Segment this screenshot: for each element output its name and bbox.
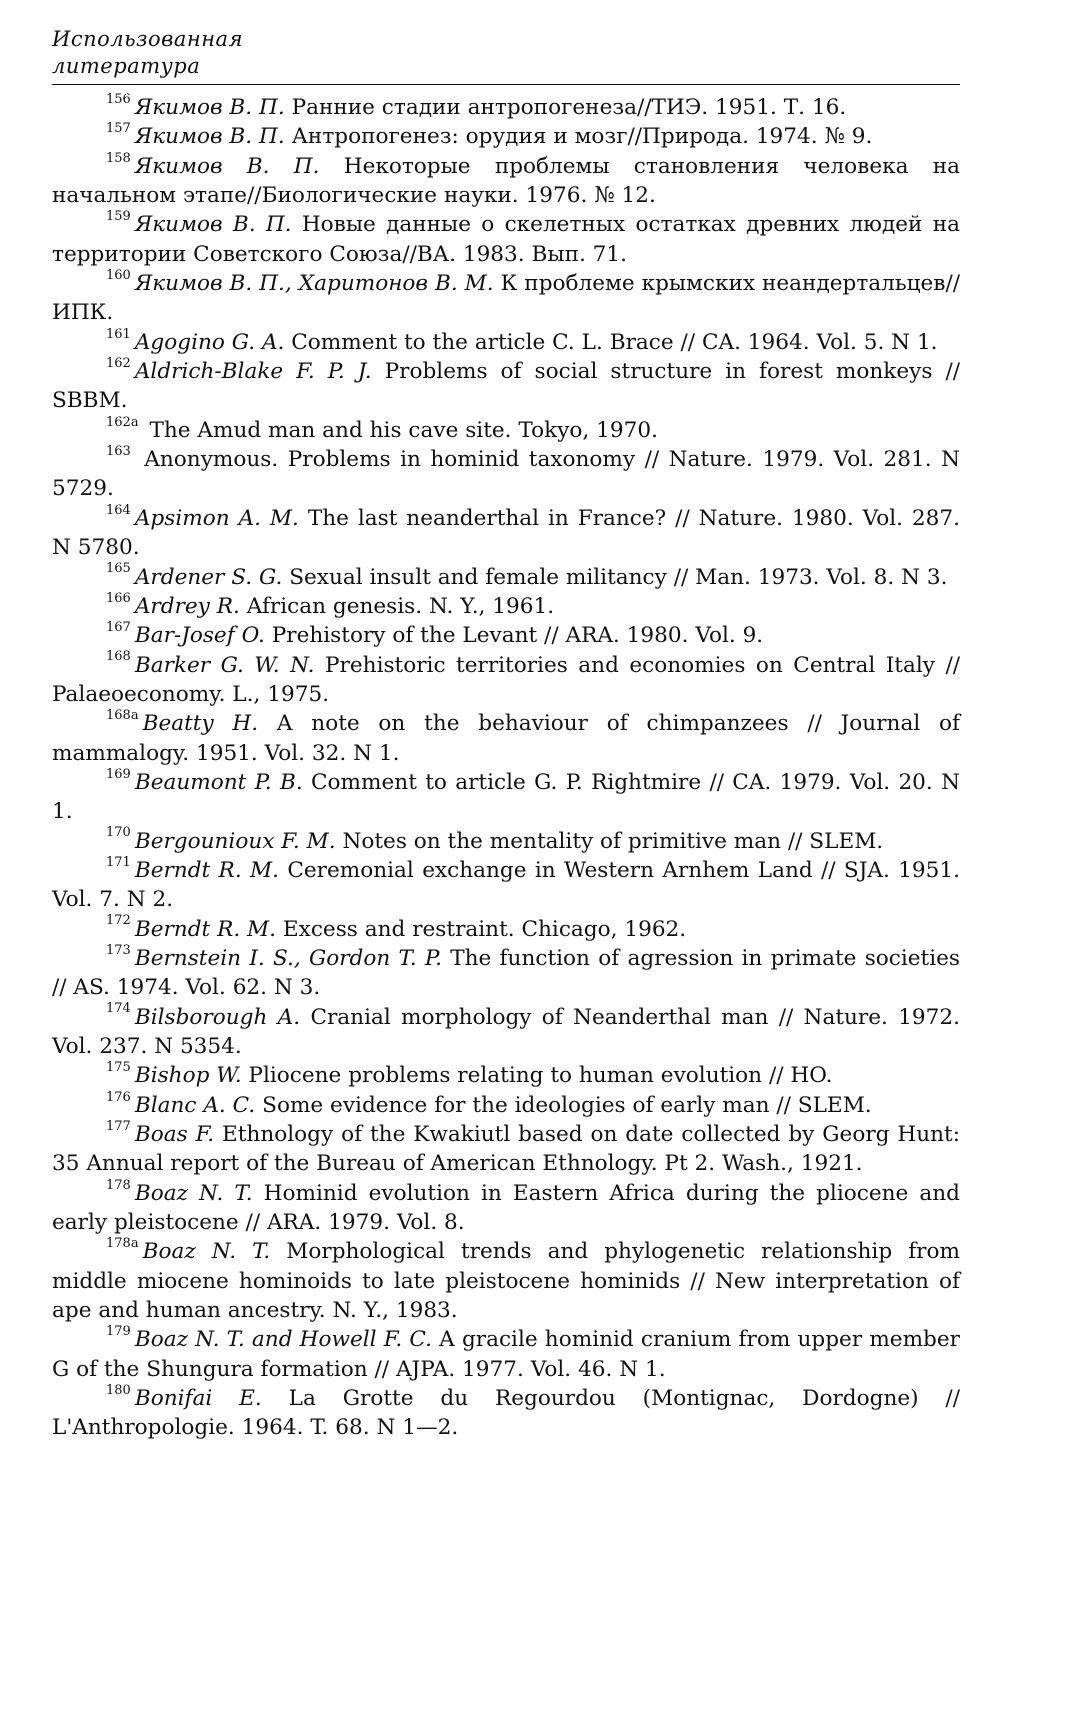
reference-entry <box>52 328 960 357</box>
document-page <box>52 26 960 1443</box>
reference-number: 158 <box>106 150 131 166</box>
reference-text: Ethnology of the Kwakiutl based on date collected by Georg Hunt: 35 Annual report of the Bureau of American Ethnology. Pt 2. Wash., 1921. <box>52 1122 960 1177</box>
reference-text: A note on the behaviour of chimpanzees // Journal of mammalogy. 1951. Vol. 32. N 1. <box>52 711 960 766</box>
reference-entry <box>52 1061 960 1090</box>
reference-text: Prehistoric territories and economies on Central Italy // Palaeoeconomy. L., 1975. <box>52 652 960 707</box>
reference-text: Новые данные о скелетных остатках древних людей на территории Советского Союза//ВА. 1983. Вып. 71. <box>52 212 960 267</box>
reference-text: The last neanderthal in France? // Nature. 1980. Vol. 287. N 5780. <box>52 505 961 561</box>
reference-text: Антропогенез: орудия и мозг//Природа. 1974. № 9. <box>284 124 873 150</box>
reference-number: 164 <box>106 502 131 518</box>
reference-number: 156 <box>106 91 131 107</box>
reference-number: 165 <box>106 561 131 577</box>
reference-text: Notes on the mentality of primitive man // SLEM. <box>335 828 884 854</box>
reference-entry <box>52 357 960 416</box>
reference-entry <box>52 768 960 827</box>
reference-author: Apsimon A. M. <box>134 505 299 531</box>
reference-number: 171 <box>106 854 131 870</box>
reference-text: Некоторые проблемы становления человека на начальном этапе//Биологические науки. 1976. № 12. <box>52 153 960 209</box>
reference-text: Problems of social structure in forest monkeys // SBBM. <box>52 359 961 414</box>
reference-text: Comment to article G. P. Rightmire // CA. 1979. Vol. 20. N 1. <box>52 769 960 825</box>
reference-entry <box>52 856 960 915</box>
running-head-line-1: Использованная <box>52 27 243 51</box>
reference-author: Bernstein I. S., Gordon T. P. <box>134 945 442 971</box>
reference-text: Pliocene problems relating to human evolution // HO. <box>241 1063 833 1089</box>
reference-author: Bonifai E. <box>134 1386 262 1412</box>
reference-entry <box>52 269 960 328</box>
reference-author: Bishop W. <box>134 1063 242 1089</box>
reference-number: 178 <box>106 1177 131 1193</box>
reference-list <box>52 93 960 1443</box>
reference-number: 157 <box>106 121 131 137</box>
reference-text: The Amud man and his cave site. Tokyo, 1970. <box>142 417 658 443</box>
reference-text: Ceremonial exchange in Western Arnhem Land // SJA. 1951. Vol. 7. N 2. <box>52 857 961 913</box>
reference-number: 168 <box>106 649 131 665</box>
reference-entry <box>52 152 960 211</box>
reference-author: Ardener S. G. <box>134 564 283 590</box>
reference-text: A gracile hominid cranium from upper member G of the Shungura formation // AJPA. 1977. Vol. 46. N 1. <box>52 1327 960 1382</box>
reference-entry <box>52 1384 960 1443</box>
reference-text: Morphological trends and phylogenetic relationship from middle miocene hominoids to late pleistocene hominids // New interpretation of ape and human ancestry. N. Y., 1983. <box>52 1239 960 1324</box>
reference-entry <box>52 827 960 856</box>
running-head <box>52 26 960 82</box>
reference-author: Berndt R. M. <box>134 916 277 942</box>
reference-number: 170 <box>106 825 131 841</box>
reference-entry <box>52 504 960 563</box>
reference-author: Barker G. W. N. <box>134 652 315 678</box>
reference-entry <box>52 1003 960 1062</box>
reference-author: Berndt R. M. <box>134 857 280 883</box>
reference-entry <box>52 1237 960 1325</box>
reference-entry <box>52 944 960 1003</box>
reference-entry <box>52 122 960 151</box>
reference-number: 161 <box>106 326 131 342</box>
reference-author: Якимов В. П., Харитонов В. М. <box>134 271 494 297</box>
reference-text: Prehistory of the Levant // ARA. 1980. Vol. 9. <box>264 623 764 649</box>
reference-entry <box>52 1179 960 1238</box>
reference-number: 172 <box>106 913 131 929</box>
reference-number: 167 <box>106 620 131 635</box>
reference-entry <box>52 915 960 944</box>
reference-entry <box>52 1120 960 1179</box>
reference-author: Якимов В. П. <box>134 212 292 238</box>
reference-entry <box>52 563 960 592</box>
reference-text: Some evidence for the ideologies of early man // SLEM. <box>255 1092 872 1118</box>
reference-number: 169 <box>106 766 131 782</box>
reference-entry <box>52 621 960 650</box>
reference-text: Sexual insult and female militancy // Man. 1973. Vol. 8. N 3. <box>282 564 948 590</box>
reference-author: Ardrey R. <box>134 593 240 619</box>
header-rule <box>52 84 960 85</box>
reference-author: Bergounioux F. M. <box>134 828 336 854</box>
reference-text: Ранние стадии антропогенеза//ТИЭ. 1951. Т. 16. <box>284 95 847 120</box>
reference-author: Bar-Josef O. <box>134 623 265 649</box>
reference-author: Bilsborough A. <box>134 1004 301 1030</box>
reference-entry <box>52 709 960 768</box>
reference-number: 173 <box>106 942 131 958</box>
reference-entry <box>52 651 960 710</box>
reference-text: К проблеме крымских неандертальцев//ИПК. <box>52 271 961 326</box>
reference-entry <box>52 592 960 621</box>
reference-number: 177 <box>106 1118 131 1134</box>
reference-number: 168a <box>106 708 139 724</box>
reference-entry <box>52 1325 960 1384</box>
reference-author: Blanc A. C. <box>134 1092 256 1118</box>
reference-author: Якимов В. П. <box>134 124 285 150</box>
reference-entry <box>52 416 960 445</box>
reference-author: Якимов В. П. <box>134 95 285 120</box>
reference-number: 179 <box>106 1324 131 1340</box>
reference-text: Cranial morphology of Neanderthal man // Nature. 1972. Vol. 237. N 5354. <box>52 1004 960 1059</box>
reference-text: La Grotte du Regourdou (Montignac, Dordogne) // L'Anthropologie. 1964. T. 68. N 1—2. <box>52 1386 960 1441</box>
reference-author: Agogino G. A. <box>134 329 285 355</box>
reference-author: Boaz N. T. <box>134 1180 253 1206</box>
reference-author: Beaumont P. B. <box>134 769 303 795</box>
reference-entry <box>52 93 960 122</box>
reference-text: Excess and restraint. Chicago, 1962. <box>276 916 687 942</box>
running-head-line-2: литература <box>52 54 201 78</box>
reference-number: 162a <box>106 414 139 430</box>
reference-author: Beatty H. <box>142 711 259 737</box>
reference-entry <box>52 1091 960 1120</box>
reference-text: Anonymous. Problems in hominid taxonomy // Nature. 1979. Vol. 281. N 5729. <box>52 447 960 502</box>
reference-text: African genesis. N. Y., 1961. <box>239 593 555 619</box>
reference-text: The function of agression in primate societies // AS. 1974. Vol. 62. N 3. <box>52 945 961 1001</box>
reference-author: Aldrich-Blake F. P. J. <box>134 359 372 385</box>
reference-number: 180 <box>106 1382 131 1398</box>
reference-number: 175 <box>106 1060 131 1076</box>
reference-text: Comment to the article C. L. Brace // CA. 1964. Vol. 5. N 1. <box>284 329 938 355</box>
reference-number: 166 <box>106 590 131 606</box>
reference-text: Hominid evolution in Eastern Africa during the pliocene and early pleistocene // ARA. 1979. Vol. 8. <box>52 1180 960 1236</box>
reference-number: 160 <box>106 267 131 283</box>
reference-author: Якимов В. П. <box>134 153 320 179</box>
reference-number: 159 <box>106 209 131 225</box>
reference-number: 178a <box>106 1236 139 1252</box>
reference-number: 174 <box>106 1001 131 1017</box>
reference-author: Boaz N. T. <box>142 1239 271 1265</box>
reference-entry <box>52 210 960 269</box>
reference-entry <box>52 445 960 504</box>
reference-number: 163 <box>106 443 131 459</box>
reference-author: Boaz N. T. and Howell F. C. <box>134 1327 433 1353</box>
reference-author: Boas F. <box>134 1122 215 1148</box>
reference-number: 162 <box>106 355 131 371</box>
reference-number: 176 <box>106 1089 131 1105</box>
